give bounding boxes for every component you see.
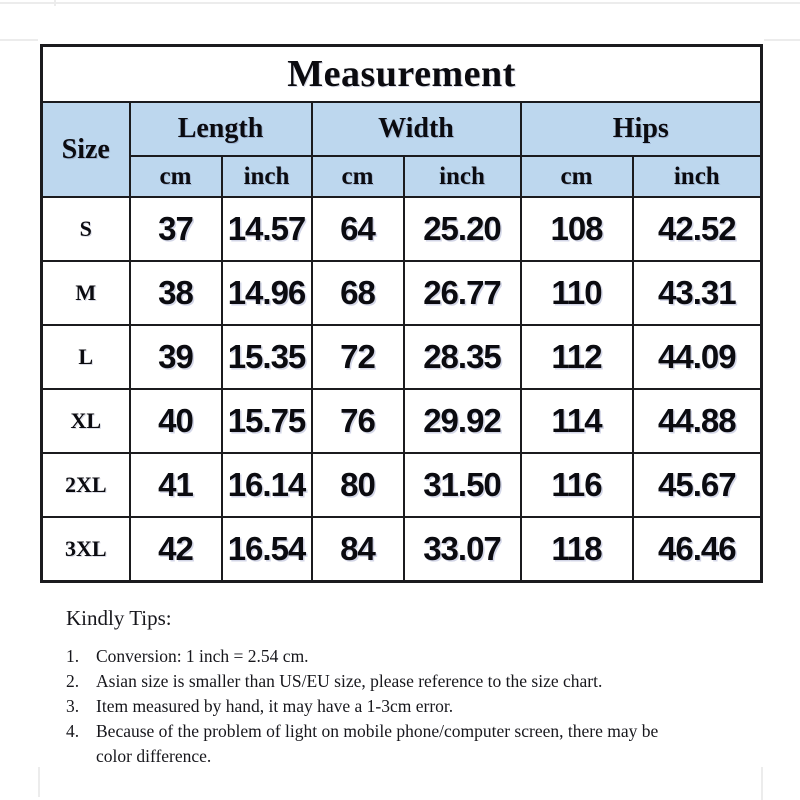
- length-inch-header: inch: [222, 156, 312, 197]
- hips-cm-header: cm: [521, 156, 633, 197]
- hips-column-header: Hips: [521, 102, 762, 156]
- table-row: [42, 517, 762, 582]
- tip-text: Item measured by hand, it may have a 1-3cm error.: [96, 696, 454, 716]
- value-cell: 46.46: [633, 517, 762, 582]
- tips-list: [66, 644, 726, 769]
- value-cell: 38: [130, 261, 222, 325]
- value-cell: 43.31: [633, 261, 762, 325]
- tip-item: [66, 669, 726, 694]
- value-cell: 84: [312, 517, 404, 582]
- tip-number: 1.: [66, 646, 80, 666]
- page-title: Measurement: [42, 46, 762, 103]
- value-cell: 114: [521, 389, 633, 453]
- value-cell: 80: [312, 453, 404, 517]
- value-cell: 14.96: [222, 261, 312, 325]
- value-cell: 108: [521, 197, 633, 261]
- tip-text: Because of the problem of light on mobile phone/computer screen, there may be color difference.: [96, 721, 659, 766]
- kindly-tips-section: [66, 606, 726, 769]
- size-label: L: [42, 325, 130, 389]
- value-cell: 37: [130, 197, 222, 261]
- tip-number: 4.: [66, 721, 80, 741]
- frame-remnant-right: [764, 39, 800, 41]
- value-cell: 41: [130, 453, 222, 517]
- tip-item: [66, 644, 726, 669]
- table-title-row: [42, 46, 762, 103]
- tip-text: Asian size is smaller than US/EU size, please reference to the size chart.: [96, 671, 603, 691]
- frame-remnant-stub: [54, 0, 56, 6]
- value-cell: 72: [312, 325, 404, 389]
- size-label: 3XL: [42, 517, 130, 582]
- width-inch-header: inch: [404, 156, 521, 197]
- value-cell: 28.35: [404, 325, 521, 389]
- value-cell: 45.67: [633, 453, 762, 517]
- size-label: M: [42, 261, 130, 325]
- tip-item: [66, 694, 726, 719]
- value-cell: 64: [312, 197, 404, 261]
- value-cell: 14.57: [222, 197, 312, 261]
- tips-heading: Kindly Tips:: [66, 606, 172, 630]
- length-cm-header: cm: [130, 156, 222, 197]
- value-cell: 44.88: [633, 389, 762, 453]
- group-header-row: [42, 102, 762, 156]
- length-column-header: Length: [130, 102, 312, 156]
- size-column-header: Size: [42, 102, 130, 197]
- size-label: S: [42, 197, 130, 261]
- table-row: [42, 325, 762, 389]
- value-cell: 40: [130, 389, 222, 453]
- value-cell: 112: [521, 325, 633, 389]
- frame-remnant-left: [0, 39, 38, 41]
- value-cell: 16.14: [222, 453, 312, 517]
- value-cell: 110: [521, 261, 633, 325]
- tip-number: 3.: [66, 696, 80, 716]
- frame-remnant-top: [0, 2, 800, 4]
- value-cell: 116: [521, 453, 633, 517]
- value-cell: 118: [521, 517, 633, 582]
- value-cell: 76: [312, 389, 404, 453]
- size-label: 2XL: [42, 453, 130, 517]
- value-cell: 15.35: [222, 325, 312, 389]
- table-row: [42, 197, 762, 261]
- frame-remnant-bottom-left: [38, 767, 40, 797]
- value-cell: 29.92: [404, 389, 521, 453]
- value-cell: 16.54: [222, 517, 312, 582]
- table-row: [42, 389, 762, 453]
- width-column-header: Width: [312, 102, 521, 156]
- measurement-table: [40, 44, 763, 583]
- value-cell: 42: [130, 517, 222, 582]
- table-row: [42, 261, 762, 325]
- value-cell: 42.52: [633, 197, 762, 261]
- value-cell: 31.50: [404, 453, 521, 517]
- tip-item: [66, 719, 726, 769]
- value-cell: 39: [130, 325, 222, 389]
- tip-number: 2.: [66, 671, 80, 691]
- unit-header-row: [42, 156, 762, 197]
- value-cell: 33.07: [404, 517, 521, 582]
- frame-remnant-bottom-right: [761, 767, 763, 800]
- value-cell: 25.20: [404, 197, 521, 261]
- table-row: [42, 453, 762, 517]
- tip-text: Conversion: 1 inch = 2.54 cm.: [96, 646, 309, 666]
- hips-inch-header: inch: [633, 156, 762, 197]
- value-cell: 44.09: [633, 325, 762, 389]
- width-cm-header: cm: [312, 156, 404, 197]
- value-cell: 68: [312, 261, 404, 325]
- size-label: XL: [42, 389, 130, 453]
- value-cell: 15.75: [222, 389, 312, 453]
- value-cell: 26.77: [404, 261, 521, 325]
